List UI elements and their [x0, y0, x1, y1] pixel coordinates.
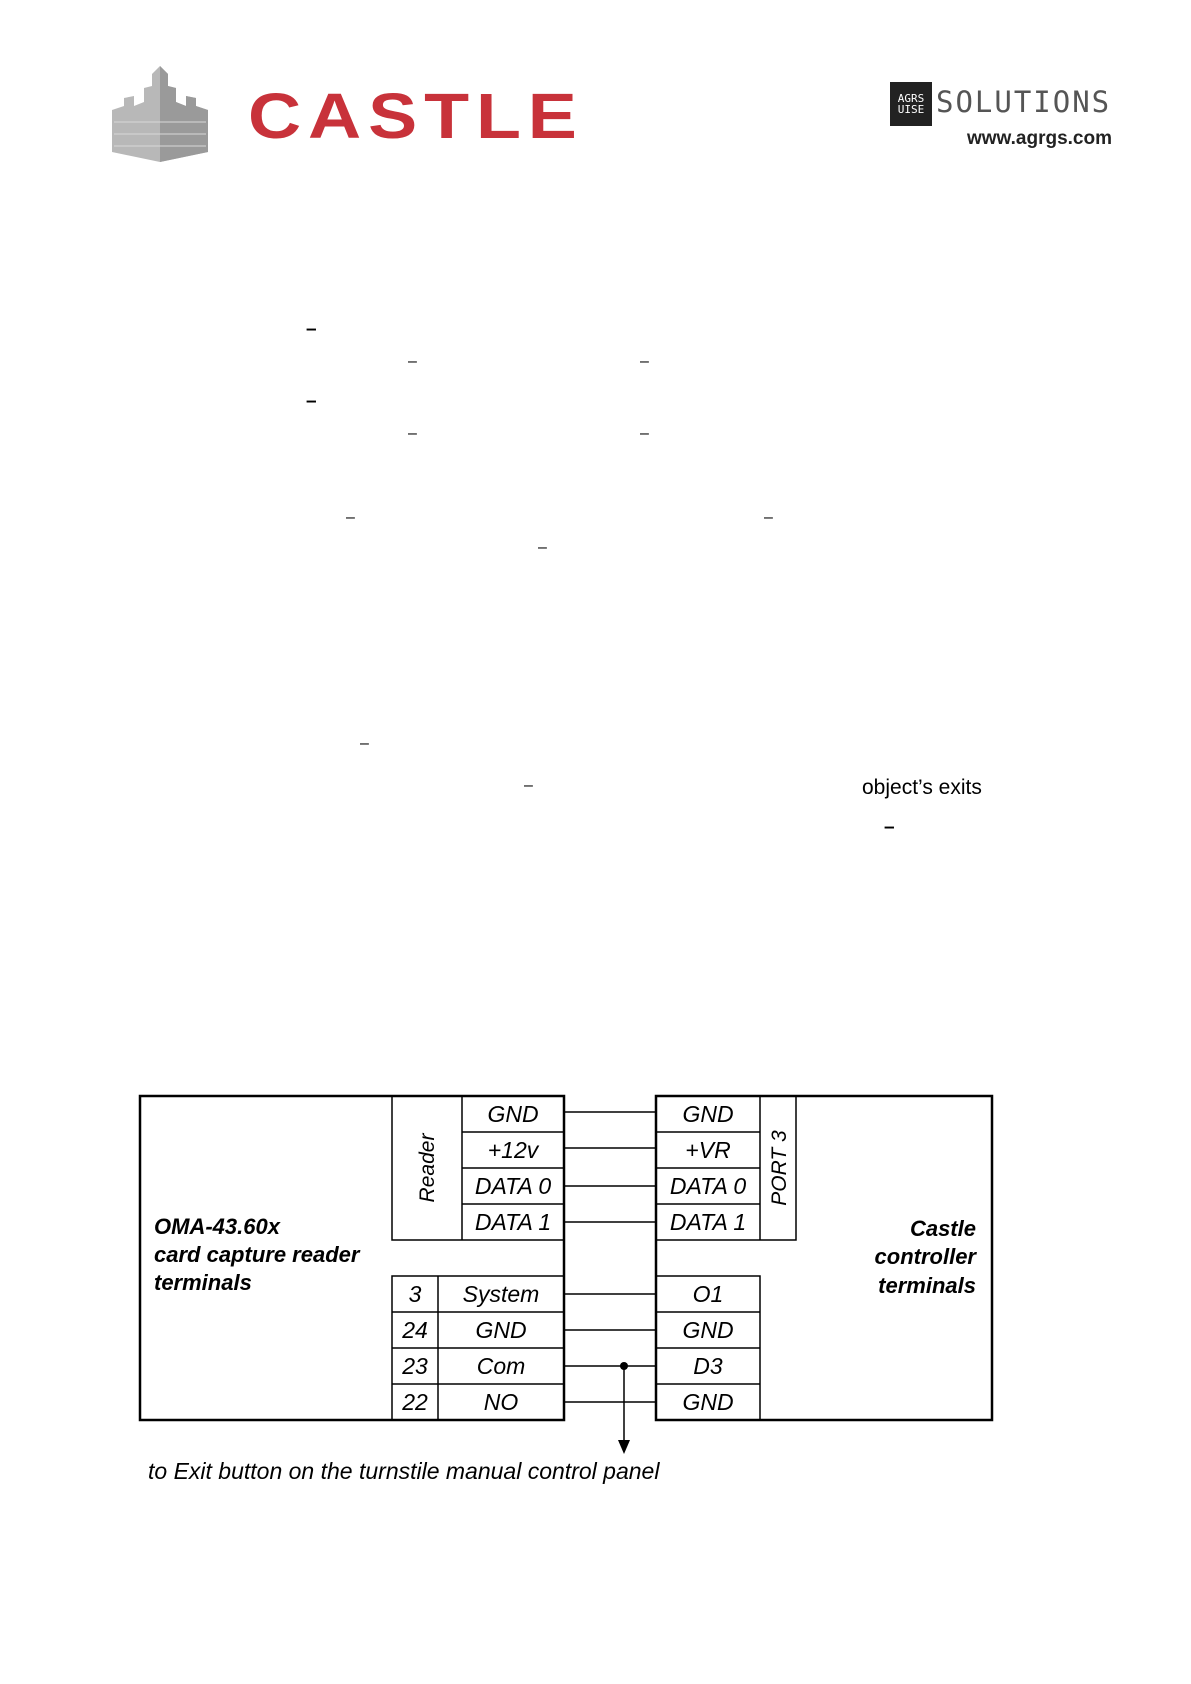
text-dash: – [306, 391, 317, 412]
controller-terminal: GND [682, 1389, 734, 1415]
oma-terminal-num: 3 [408, 1281, 422, 1307]
oma-label-line: terminals [154, 1270, 252, 1295]
reader-pin-data1: DATA 1 [474, 1209, 552, 1235]
text-dash: – [524, 777, 533, 794]
brand-wordmark: CASTLE [248, 80, 584, 152]
text-object-exits: object’s exits [862, 776, 982, 799]
wires [564, 1112, 656, 1440]
port3-group-label: PORT 3 [768, 1130, 791, 1206]
controller-terminal: GND [682, 1317, 734, 1343]
reader-pin-12v: +12v [487, 1137, 539, 1163]
oma-label-line: OMA-43.60x [154, 1214, 280, 1239]
reader-pin-data0: DATA 0 [474, 1173, 552, 1199]
reader-pin-gnd: GND [487, 1101, 539, 1127]
oma-terminal-num: 24 [402, 1317, 428, 1343]
port-pin-gnd: GND [682, 1101, 734, 1127]
reader-group-label: Reader [416, 1133, 439, 1203]
controller-terminal: O1 [692, 1281, 724, 1307]
diagram-caption: to Exit button on the turnstile manual control panel [148, 1458, 660, 1484]
controller-label-line: controller [874, 1244, 976, 1269]
port-pin-data0: DATA 0 [669, 1173, 747, 1199]
port-pin-vr: +VR [685, 1137, 731, 1163]
text-dash: – [538, 539, 547, 556]
text-dash: – [408, 353, 417, 370]
text-dash: – [640, 353, 649, 370]
partner-mark-bottom: UISE [897, 103, 925, 116]
oma-terminal-name: System [462, 1281, 540, 1307]
text-dash: – [764, 509, 773, 526]
oma-terminal-num: 23 [402, 1353, 428, 1379]
oma-terminal-name: NO [483, 1389, 519, 1415]
text-dash: – [360, 735, 369, 752]
website-link[interactable]: www.agrgs.com [967, 128, 1112, 149]
arrow-down-icon [618, 1440, 630, 1454]
partner-wordmark: SOLUTIONS [936, 85, 1112, 119]
controller-label-line: Castle [909, 1216, 976, 1241]
oma-terminal-name: Com [476, 1353, 526, 1379]
port-pin-data1: DATA 1 [669, 1209, 747, 1235]
text-dash: – [640, 425, 649, 442]
text-dash: – [884, 817, 895, 838]
oma-terminal-name: GND [475, 1317, 527, 1343]
partner-mark-top: AGRS [897, 92, 925, 105]
text-dash: – [306, 319, 317, 340]
controller-terminal: D3 [693, 1353, 723, 1379]
text-dash: – [408, 425, 417, 442]
controller-label-line: terminals [878, 1273, 976, 1298]
junction-dot [620, 1362, 628, 1370]
oma-terminal-num: 22 [402, 1389, 428, 1415]
oma-label-line: card capture reader [154, 1242, 360, 1267]
text-dash: – [346, 509, 355, 526]
